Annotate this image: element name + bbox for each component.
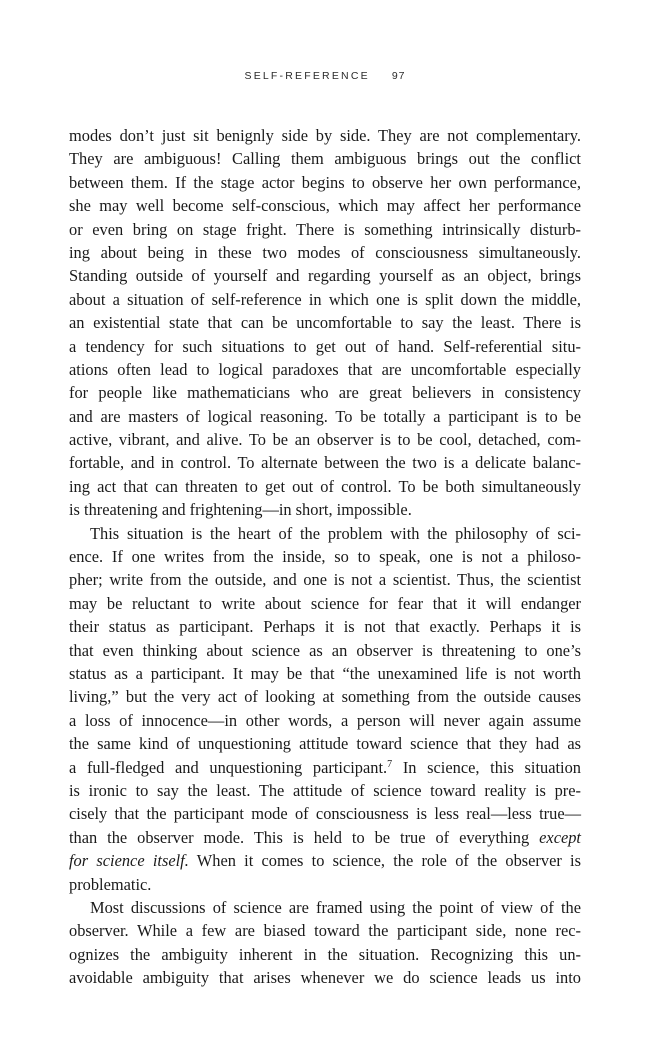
text-line — [69, 849, 581, 872]
text-line: living,” but the very act of looking at something from the outside causes — [69, 687, 581, 707]
text-segment: When it comes to science, the role of the observer is — [188, 851, 581, 871]
text-line: They are ambiguous! Calling them ambiguous brings out the conflict — [69, 149, 581, 169]
italic-emphasis: for science itself. — [69, 851, 189, 871]
running-head — [0, 70, 650, 82]
footnote-marker[interactable]: 7 — [387, 758, 393, 770]
body-text — [69, 124, 581, 989]
text-segment: than the observer mode. This is held to be true of everything — [69, 827, 540, 847]
text-line: and are masters of logical reasoning. To be totally a participant is to be — [69, 406, 581, 426]
text-line: fortable, and in control. To alternate between the two is a delicate balanc- — [69, 453, 581, 473]
running-head-title: SELF-REFERENCE — [244, 70, 370, 82]
paragraph-end-line: is threatening and frightening—in short, impossible. — [69, 500, 412, 520]
text-line: their status as participant. Perhaps it is not that exactly. Perhaps it is — [69, 617, 581, 637]
text-line: ations often lead to logical paradoxes that are uncomfortable especially — [69, 359, 581, 379]
text-line: pher; write from the outside, and one is not a scientist. Thus, the scientist — [69, 570, 581, 590]
text-segment: In science, this situation — [392, 757, 581, 777]
text-line: avoidable ambiguity that arises whenever we do science leads us into — [69, 968, 581, 988]
text-line — [69, 826, 581, 849]
text-line: ing act that can threaten to get out of control. To be both simultaneously — [69, 476, 581, 496]
text-line: the same kind of unquestioning attitude toward science that they had as — [69, 734, 581, 754]
text-line — [69, 756, 581, 779]
text-segment: a full-fledged and unquestioning participant. — [69, 757, 388, 777]
text-line: that even thinking about science as an observer is threatening to one’s — [69, 640, 581, 660]
text-line: a tendency for such situations to get out of hand. Self-referential situ- — [69, 336, 581, 356]
text-line: an existential state that can be uncomfortable to say the least. There is — [69, 313, 581, 333]
text-line: Standing outside of yourself and regarding yourself as an object, brings — [69, 266, 581, 286]
text-line: about a situation of self-reference in which one is split down the middle, — [69, 289, 581, 309]
text-line: observer. While a few are biased toward the participant side, none rec- — [69, 921, 581, 941]
italic-emphasis: except — [539, 827, 581, 847]
text-line: she may well become self-conscious, which may affect her performance — [69, 196, 581, 216]
text-line: a loss of innocence—in other words, a person will never again assume — [69, 710, 581, 730]
text-line: ence. If one writes from the inside, so to speak, one is not a philoso- — [69, 547, 581, 567]
text-line: cisely that the participant mode of consciousness is less real—less true— — [69, 804, 581, 824]
text-line: may be reluctant to write about science for fear that it will endanger — [69, 593, 581, 613]
paragraph-start-line: Most discussions of science are framed using the point of view of the — [90, 897, 581, 917]
text-line: is ironic to say the least. The attitude of science toward reality is pre- — [69, 780, 581, 800]
paragraph-start-line: This situation is the heart of the problem with the philosophy of sci- — [90, 523, 581, 543]
text-line: active, vibrant, and alive. To be an observer is to be cool, detached, com- — [69, 430, 581, 450]
text-line: ing about being in these two modes of consciousness simultaneously. — [69, 242, 581, 262]
text-line: ognizes the ambiguity inherent in the situation. Recognizing this un- — [69, 944, 581, 964]
text-line: or even bring on stage fright. There is something intrinsically disturb- — [69, 219, 581, 239]
text-line: modes don’t just sit benignly side by side. They are not complementary. — [69, 126, 581, 145]
text-line: status as a participant. It may be that “the unexamined life is not worth — [69, 663, 581, 683]
text-line: between them. If the stage actor begins to observe her own performance, — [69, 172, 581, 192]
paragraph-end-line: problematic. — [69, 874, 152, 894]
text-line: for people like mathematicians who are great believers in consistency — [69, 383, 581, 403]
page-number: 97 — [391, 70, 406, 82]
